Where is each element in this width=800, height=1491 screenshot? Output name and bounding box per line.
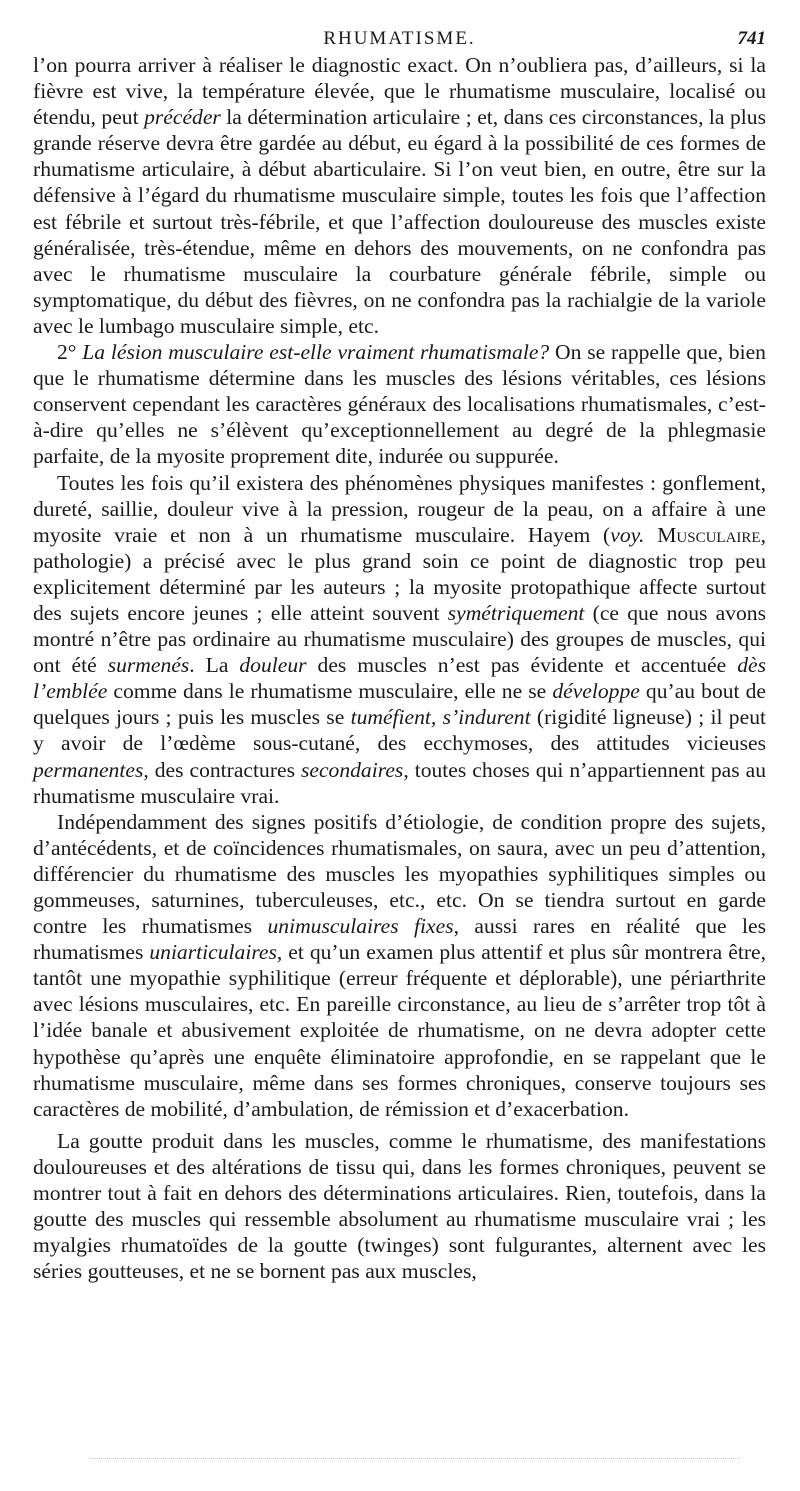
emphasis: développe	[552, 679, 640, 704]
cross-reference: Musculaire	[657, 522, 761, 547]
text-run: Indépendamment des signes positifs d’étiologie, de condition propre des sujets, d’antécédents, et de coïncidences rhumatismales, on saura, avec un peu d’attention, différencier du rhumatisme des muscles les myopathies syphilitiques simples ou gommeuses, saturnines, tuberculeuses, etc., etc. On se tiendra surtout en garde contre les rhumatismes	[33, 809, 766, 939]
text-run: l’on pourra arriver à réaliser le diagnostic exact. On n’oubliera pas, d’ailleurs, si la fièvre est vive, la température élevée, que le rhumatisme musculaire, localisé ou étendu, peut	[33, 53, 766, 130]
text-run: On se rappelle que, bien que le rhumatisme détermine dans les muscles des lésions véritables, ces lésions conservent cependant les caractères généraux des localisations rhumatismales, c’est-à-dire qu’elles ne s’élèvent qu’exceptionnellement au degré de la phlegmasie parfaite, de la myosite proprement dite, indurée ou suppurée.	[33, 340, 766, 469]
emphasis: unimusculaires fixes	[267, 914, 454, 939]
text-run: la détermination articulaire ; et, dans ces circonstances, la plus grande réserve devra être gardée au début, eu égard à la possibilité de ces formes de rhumatisme articulaire, à début abarticulaire. Si l’on veut bien, en outre, être sur la défensive à l’égard du rhumatisme musculaire simple, toutes les fois que l’affection est fébrile et surtout très-fébrile, et que l’affection douloureuse des muscles existe généralisée, très-étendue, même en dehors des mouvements, on ne confondra pas avec le rhumatisme musculaire la courbature générale fébrile, simple ou symptomatique, du début des fièvres, on ne confondra pas la rachialgie de la variole avec le lumbago musculaire simple, etc.	[33, 105, 766, 338]
section-question: La lésion musculaire est-elle vraiment rhumatismale?	[82, 340, 550, 365]
emphasis: dès l’emblée	[33, 653, 766, 704]
body-text	[33, 52, 766, 1284]
emphasis: secondaires	[300, 757, 404, 782]
emphasis: uniarticulaires	[149, 940, 277, 965]
paragraph-4	[33, 809, 766, 1122]
emphasis: surmenés	[107, 653, 190, 678]
text-run	[644, 523, 657, 547]
text-run: comme dans le rhumatisme musculaire, elle ne se	[107, 679, 553, 704]
paragraph-1	[33, 52, 766, 339]
emphasis: précéder	[144, 105, 221, 130]
emphasis: voy.	[610, 522, 645, 547]
page-bottom-rule	[90, 1458, 740, 1459]
text-run: Toutes les fois qu’il existera des phénomènes physiques manifestes : gonflement, dureté, saillie, douleur vive à la pression, rougeur de la peau, on a affaire à une myosite vraie et non à un rhumatisme musculaire. Hayem (	[33, 470, 766, 547]
text-run: des muscles n’est pas évidente et accentuée	[306, 653, 738, 678]
text-run: (ce que nous avons montré n’être pas ordinaire au rhumatisme musculaire) des groupes de muscles, qui ont été	[33, 600, 767, 678]
emphasis: douleur	[239, 653, 307, 678]
page-number: 741	[737, 28, 766, 49]
running-header	[33, 22, 766, 52]
paragraph-3	[33, 470, 766, 809]
paragraph-2	[33, 339, 766, 469]
text-run: La goutte produit dans les muscles, comme le rhumatisme, des manifestations douloureuses et des altérations de tissu qui, dans les formes chroniques, peuvent se montrer tout à fait en dehors des déterminations articulaires. Rien, toutefois, dans la goutte des muscles qui ressemble absolument au rhumatisme musculaire vrai ; les myalgies rhumatoïdes de la goutte (twinges) sont fulgurantes, alternent avec les séries goutteuses, et ne se bornent pas aux muscles,	[33, 1128, 766, 1284]
emphasis: tuméfient, s’indurent	[350, 705, 531, 730]
text-run: , et qu’un examen plus attentif et plus sûr montrera être, tantôt une myopathie syphilitique (erreur fréquente et déplorable), une périarthrite avec lésions musculaires, etc. En pareille circonstance, au lieu de s’arrêter trop tôt à l’idée banale et abusivement exploitée de rhumatisme, on ne devra adopter cette hypothèse qu’après une enquête éliminatoire approfondie, en se rappelant que le rhumatisme musculaire, même dans ses formes chroniques, conserve toujours ses caractères de mobilité, d’ambulation, de rémission et d’exacerbation.	[33, 940, 766, 1121]
text-run: qu’au bout de quelques jours ; puis les muscles se	[33, 679, 766, 730]
text-run: , aussi rares en réalité que les rhumatismes	[33, 914, 767, 965]
emphasis: symétriquement	[447, 600, 585, 625]
paragraph-5	[33, 1128, 766, 1285]
text-run: . La	[189, 653, 240, 678]
text-run: , pathologie) a précisé avec le plus grand soin ce point de diagnostic trop peu explicitement déterminé par les auteurs ; la myosite protopathique affecte surtout des sujets encore jeunes ; elle atteint souvent	[33, 522, 766, 625]
running-title: RHUMATISME.	[323, 28, 476, 49]
document-page	[33, 22, 766, 1284]
text-run: , des contractures	[143, 757, 301, 782]
emphasis: permanentes	[33, 757, 144, 782]
section-number: 2°	[57, 340, 83, 365]
text-run: , toutes choses qui n’appartiennent pas au rhumatisme musculaire vrai.	[33, 757, 766, 808]
text-run: (rigidité ligneuse) ; il peut y avoir de l’œdème sous-cutané, des ecchymoses, des attitudes vicieuses	[33, 705, 766, 756]
